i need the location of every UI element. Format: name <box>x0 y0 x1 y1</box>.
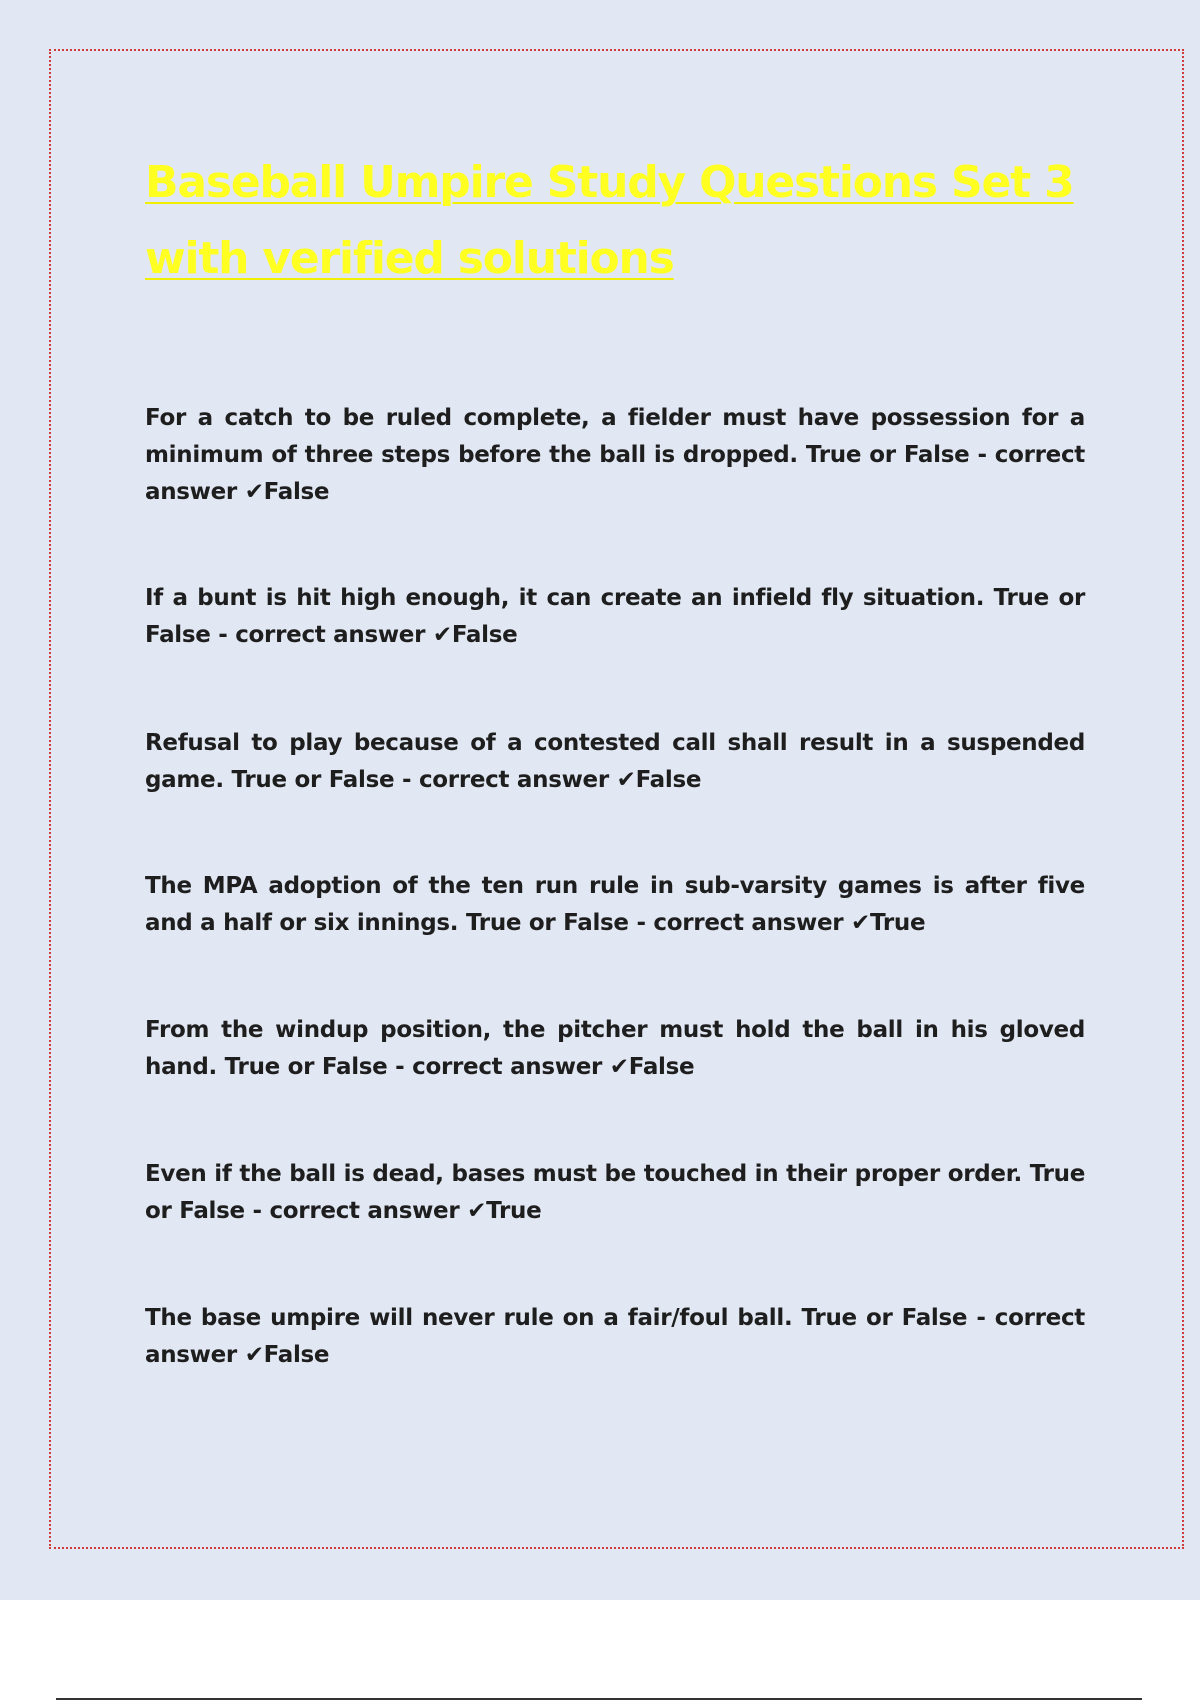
question-text: For a catch to be ruled complete, a fielder must have possession for a minimum of three steps before the ball is dropped. True or False - correct answer <box>145 405 1085 505</box>
qa-item-4 <box>145 868 1085 942</box>
question-text: The MPA adoption of the ten run rule in sub-varsity games is after five and a half or six innings. True or False - correct answer <box>145 873 1085 936</box>
answer-text: False <box>263 479 330 505</box>
question-text: From the windup position, the pitcher must hold the ball in his gloved hand. True or False - correct answer <box>145 1017 1085 1080</box>
answer-text: True <box>486 1198 542 1224</box>
checkmark-icon: ✔ <box>467 1198 487 1224</box>
checkmark-icon: ✔ <box>616 767 636 793</box>
answer-text: True <box>870 910 926 936</box>
answer-text: False <box>263 1342 330 1368</box>
qa-item-1 <box>145 400 1085 511</box>
checkmark-icon: ✔ <box>244 479 264 505</box>
qa-item-3 <box>145 725 1085 799</box>
question-text: Refusal to play because of a contested call shall result in a suspended game. True or False - correct answer <box>145 730 1085 793</box>
question-text: Even if the ball is dead, bases must be touched in their proper order. True or False - correct answer <box>145 1161 1085 1224</box>
question-text: The base umpire will never rule on a fair/foul ball. True or False - correct answer <box>145 1305 1085 1368</box>
checkmark-icon: ✔ <box>609 1054 629 1080</box>
checkmark-icon: ✔ <box>851 910 871 936</box>
checkmark-icon: ✔ <box>244 1342 264 1368</box>
document-title: Baseball Umpire Study Questions Set 3 with verified solutions <box>145 157 1074 284</box>
qa-item-6 <box>145 1156 1085 1230</box>
answer-text: False <box>451 622 518 648</box>
answer-text: False <box>628 1054 695 1080</box>
qa-item-7 <box>145 1300 1085 1374</box>
qa-item-2 <box>145 580 1085 654</box>
answer-text: False <box>635 767 702 793</box>
qa-item-5 <box>145 1012 1085 1086</box>
checkmark-icon: ✔ <box>432 622 452 648</box>
question-text: If a bunt is hit high enough, it can create an infield fly situation. True or False - correct answer <box>145 585 1085 648</box>
